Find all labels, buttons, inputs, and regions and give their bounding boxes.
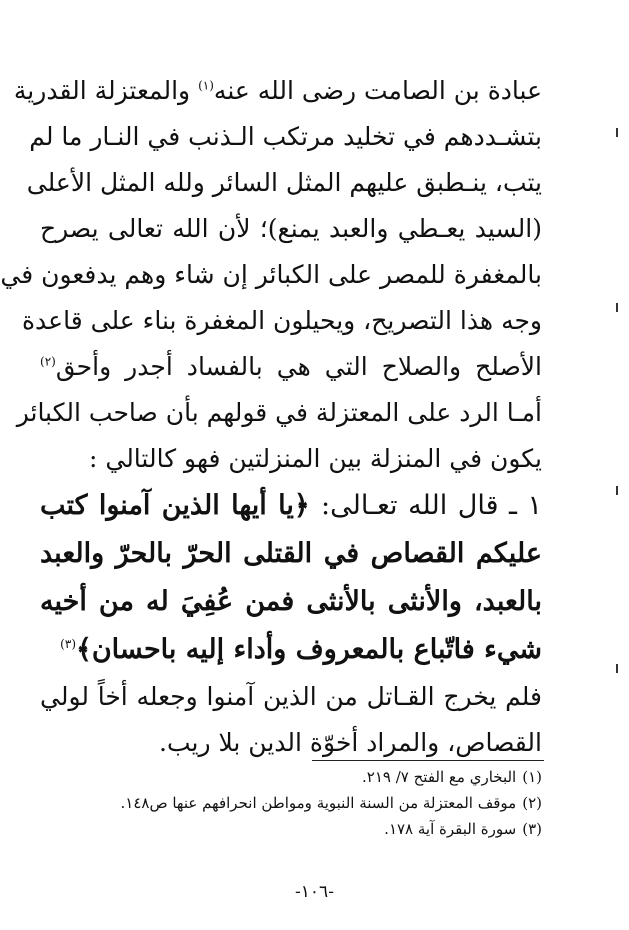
margin-mark (616, 303, 618, 312)
text-line: الأصلح والصلاح التي هي بالفساد أجدر وأحق$^{(٢)}$ (40, 352, 542, 381)
margin-mark (616, 664, 618, 673)
text-line: بالمغفرة للمصر على الكبائر إن شاء وهم يدفعون في (0, 260, 542, 289)
verse-line: شيء فاتّباع بالمعروف وأداء إليه باحسان﴾$^{(٣)}$ (60, 634, 542, 665)
footnote-item: (٣)سورة البقرة آية ١٧٨. (384, 820, 542, 838)
text-line: يتب، ينـطبق عليهم المثل السائر ولله المثل الأعلى (26, 168, 542, 197)
footnote-ref-2[interactable]: (٢) (40, 354, 56, 369)
footnote-item: (٢)موقف المعتزلة من السنة النبوية ومواطن انحرافهم عنها ص١٤٨. (120, 794, 542, 812)
text-line: (السيد يعـطي والعبد يمنع)؛ لأن الله تعالى يصرح (40, 214, 542, 243)
footnote-ref-3[interactable]: (٣) (60, 637, 76, 651)
footnote-ref-1[interactable]: (١) (198, 78, 214, 93)
text-line: وجه هذا التصريح، ويحيلون المغفرة بناء على قاعدة (21, 306, 542, 335)
text-line: بتشـددهم في تخليد مرتكب الـذنب في النـار ما لم (29, 122, 542, 151)
text-line: يكون في المنزلة بين المنزلتين فهو كالتالي : (88, 444, 542, 473)
footnote-item: (١)البخاري مع الفتح ٧/ ٢١٩. (362, 768, 542, 786)
footnote-divider (312, 760, 544, 761)
text-line: أمـا الرد على المعتزلة في قولهم بأن صاحب الكبائر (16, 398, 542, 427)
main-text (0, 68, 542, 766)
verse-line: عليكم القصاص في القتلى الحرّ بالحرّ والعبد (40, 538, 542, 569)
verse-line: بالعبد، والأنثى بالأنثى فمن عُفِيَ له من أخيه (40, 586, 542, 617)
text-line: فلم يخرج القـاتل من الذين آمنوا وجعله أخاً لولي (40, 682, 542, 711)
margin-mark (616, 486, 618, 495)
text-line: القصاص، والمراد أخوّة الدين بلا ريب. (159, 728, 542, 757)
verse-line: ١ ـ قال الله تعـالى: ﴿يا أيها الذين آمنوا كتب (40, 490, 542, 521)
margin-mark (616, 128, 618, 137)
footnotes (40, 764, 542, 842)
page-number: -١٠٦- (295, 882, 334, 902)
text-line: عبادة بن الصامت رضى الله عنه$^{(١)}$ والمعتزلة القدرية (13, 76, 542, 105)
